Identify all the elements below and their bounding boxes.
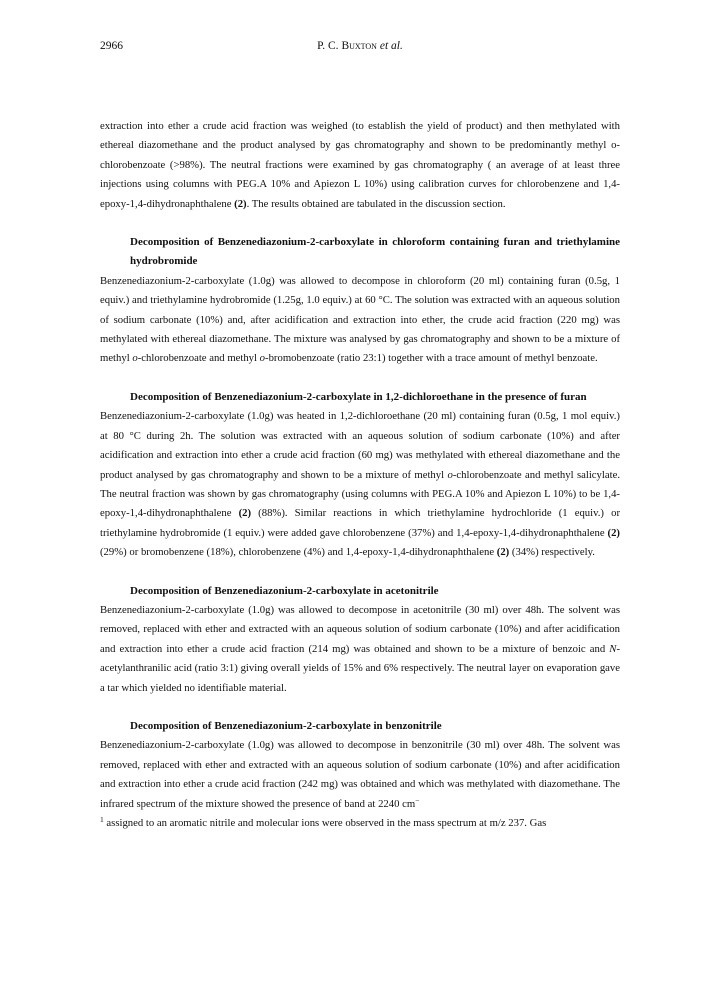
section-paragraph: Benzenediazonium-2-carboxylate (1.0g) was allowed to decompose in acetonitrile (30 ml) over 48h. The solvent was removed, replaced with ether and extracted with an aqueous solution of sodium carbonate (10%) and after acidification and extraction into ether a crude acid fraction (214 mg) was obtained and shown to be a mixture of benzoic and N-acetylanthranilic acid (ratio 3:1) giving overall yields of 15% and 6% respectively. The neutral layer on evaporation gave a tar which yielded no identifiable material.: [100, 603, 620, 694]
page-header: [100, 40, 620, 58]
section-benzonitrile: [100, 717, 620, 833]
section-paragraph: Benzenediazonium-2-carboxylate (1.0g) was allowed to decompose in chloroform (20 ml) containing furan (0.5g, 1 equiv.) and triethylamine hydrobromide (1.25g, 1.0 equiv.) at 60 °C. The solution was extracted with an aqueous solution of sodium carbonate (10%) and, after acidification and extraction into ether, the crude acid fraction (220 mg) was methylated with ethereal diazomethane. The mixture was analysed by gas chromatography and shown to be a mixture of methyl o-chlorobenzoate and methyl o-bromobenzoate (ratio 23:1) together with a trace amount of methyl benzoate.: [100, 274, 620, 365]
section-acetonitrile: [100, 582, 620, 698]
section-heading: Decomposition of Benzenediazonium-2-carboxylate in chloroform containing furan and triethylamine hydrobromide: [130, 236, 620, 268]
page-number: 2966: [100, 40, 123, 52]
section-paragraph: Benzenediazonium-2-carboxylate (1.0g) was allowed to decompose in benzonitrile (30 ml) over 48h. The solvent was removed, replaced with ether and extracted with an aqueous solution of sodium carbonate (10%) and after acidification and extraction into ether a crude acid fraction (242 mg) was obtained and which was methylated with diazomethane. The infrared spectrum of the mixture showed the presence of band at 2240 cm− $^1$ assigned to an aromatic nitrile and molecular ions were observed in the mass spectrum at m/z 237. Gas: [100, 739, 620, 829]
section-heading: Decomposition of Benzenediazonium-2-carboxylate in 1,2-dichloroethane in the presence of furan: [130, 390, 587, 403]
section-heading: Decomposition of Benzenediazonium-2-carboxylate in acetonitrile: [130, 584, 439, 597]
running-head: P. C. Buxton et al.: [317, 40, 403, 52]
intro-paragraph: extraction into ether a crude acid fraction was weighed (to establish the yield of product) and then methylated with ethereal diazomethane and the product analysed by gas chromatography and shown to be predominantly methyl o-chlorobenzoate (>98%). The neutral fractions were examined by gas chromatography ( an average of at least three injections using columns with PEG.A 10% and Apiezon L 10%) using calibration curves for chlorobenzene and 1,4-epoxy-1,4-dihydronaphthalene (2). The results obtained are tabulated in the discussion section.: [100, 120, 620, 210]
article-body: [100, 117, 620, 833]
section-dichloroethane: [100, 388, 620, 563]
section-heading: Decomposition of Benzenediazonium-2-carboxylate in benzonitrile: [130, 719, 442, 732]
section-paragraph: Benzenediazonium-2-carboxylate (1.0g) was heated in 1,2-dichloroethane (20 ml) containing furan (0.5g, 1 mol equiv.) at 80 °C during 2h. The solution was extracted with an aqueous solution of sodium carbonate (10%) and after acidification and extraction into ether a crude acid fraction (60 mg) was methylated with ethereal diazomethane and the product analysed by gas chromatography and shown to be a mixture of methyl o-chlorobenzoate and methyl salicylate. The neutral fraction was shown by gas chromatography (using columns with PEG.A 10% and Apiezon L 10%) to be 1,4-epoxy-1,4-dihydronaphthalene (2) (88%). Similar reactions in which triethylamine hydrochloride (1 equiv.) or triethylamine hydrobromide (1 equiv.) were added gave chlorobenzene (37%) and 1,4-epoxy-1,4-dihydronaphthalene (2) (29%) or bromobenzene (18%), chlorobenzene (4%) and 1,4-epoxy-1,4-dihydronaphthalene (2) (34%) respectively.: [100, 410, 620, 559]
section-chloroform: [100, 233, 620, 369]
